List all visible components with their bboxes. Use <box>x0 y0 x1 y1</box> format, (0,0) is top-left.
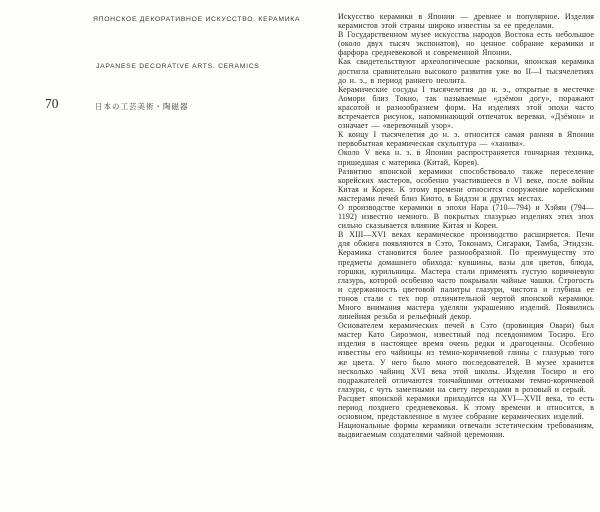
article-text-column <box>338 12 594 439</box>
paragraph: В Государственном музее искусства народов Востока есть небольшое (около двух тысяч экспонатов), но ценное собрание керамики и фарфора средневековой и современной Японии. <box>338 30 594 58</box>
japanese-section-title: 日本の工芸美術・陶磁器 <box>95 102 189 111</box>
page-number: 70 <box>45 96 59 111</box>
english-section-title: JAPANESE DECORATIVE ARTS. CERAMICS <box>96 63 260 70</box>
paragraph: В XIII—XVI веках керамическое производство расширяется. Печи для обжига появляются в Сэто, Токонамэ, Сигараки, Тамба, Этидзэн. Керамика становится более разнообразной. По преимуществу это предметы домашнего обихода: кувшины, вазы для цветов, блюда, горшки, курильницы. Мастера стали применять густую коричневую глазурь, которой особенно часто покрывали чайные чашки. Строгость и сдержанность цветовой палитры глазури, чистота и глубина ее тонов стали с тех пор отличительной чертой японской керамики. Много внимания мастера уделяли украшению изделий. Появились линейная резьба и рельефный декор. <box>338 230 594 322</box>
paragraph: Около V века н. э. в Японии распространяется гончарная техника, пришедшая с материка (Китай, Корея). <box>338 148 594 167</box>
paragraph: Основателем керамических печей в Сэто (провинция Овари) был мастер Като Сироэмон, известный под псевдонимом Тосиро. Его изделия в настоящее время очень редки и драгоценны. Особенно известны его чайницы из темно-коричневой глины с глазурью того же цвета. У него было много последователей. В музее хранится несколько чайниц XVI века этой школы. Изделия Тосиро и его подражателей отличаются тончайшими оттенками темно-коричневой глазури, с чуть заметными на свету переходами в розовый и серый. <box>338 321 594 394</box>
paragraph: О производстве керамики в эпохи Нара (710—794) и Хэйян (794—1192) известно немного. В покрытых глазурью изделиях этих эпох сильно сказывается влияние Китая и Кореи. <box>338 202 594 231</box>
paragraph: Как свидетельствуют археологические раскопки, японская керамика достигла сравнительно высокого развития уже во II—I тысячелетиях до н. э., в период раннего неолита. <box>338 57 594 85</box>
russian-section-title: ЯПОНСКОЕ ДЕКОРАТИВНОЕ ИСКУССТВО. КЕРАМИКА <box>93 16 301 23</box>
paragraph: Керамические сосуды I тысячелетия до н. э., открытые в местечке Аомори близ Токио, так называемые «дзёмон догу», поражают красотой и разнообразием форм. На изделиях этой эпохи часто встречается рисунок, напоминающий отпечаток веревки. «Дзёмон» и означает — «веревочный узор». <box>338 84 594 131</box>
paragraph: Расцвет японской керамики приходится на XVI—XVII века, то есть период позднего средневековья. К этому времени и относится, в основном, представленное в музее собрание керамических изделий. <box>338 393 594 422</box>
paragraph: Искусство керамики в Японии — древнее и популярное. Изделия керамистов этой страны широко известны за ее пределами. <box>338 12 594 31</box>
paragraph: Национальные формы керамики отвечали эстетическим требованиям, выдвигаемым создателями чайной церемонии. <box>338 421 594 440</box>
paragraph: Развитию японской керамики способствовало также переселение корейских мастеров, особенно участившееся в VI веке, после войны Китая и Кореи. К этому времени относится сооружение корейскими мастерами печей близ Киото, в Бидзэн и других местах. <box>338 166 594 203</box>
paragraph: К концу I тысячелетия до н. э. относится самая ранняя в Японии первобытная керамическая скульптура — «ханива». <box>338 130 594 149</box>
